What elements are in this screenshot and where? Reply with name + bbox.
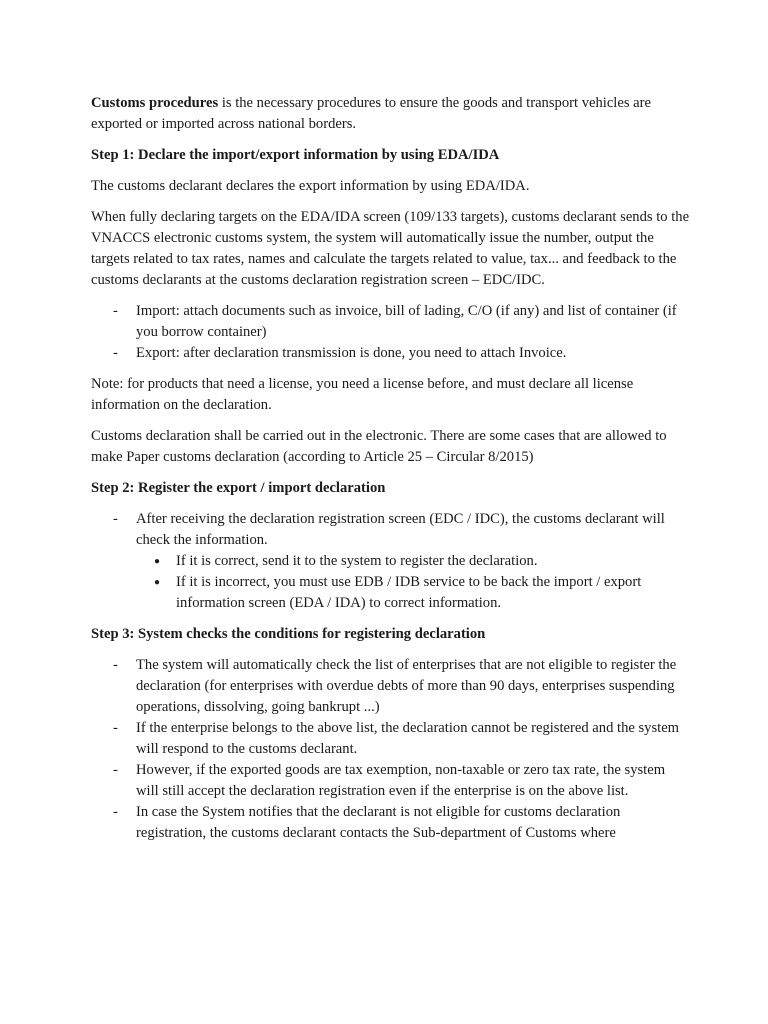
list-item [91, 343, 691, 364]
sub-list-item [136, 572, 691, 614]
list-item-text: Export: after declaration transmission is done, you need to attach Invoice. [136, 345, 567, 361]
intro-paragraph [91, 93, 691, 135]
bullet-dot-icon: ● [154, 556, 161, 567]
list-item [91, 802, 691, 844]
sub-list-item-text: If it is correct, send it to the system to register the declaration. [176, 553, 538, 569]
list-item-text: The system will automatically check the list of enterprises that are not eligible to register the declaration (for enterprises with overdue debts of more than 90 days, enterprises suspending operations, dissolving, going bankrupt ...) [136, 657, 677, 715]
dash-marker: - [113, 804, 118, 820]
step2-list [91, 509, 691, 614]
list-item [91, 509, 691, 614]
step1-list [91, 301, 691, 364]
list-item-text: If the enterprise belongs to the above list, the declaration cannot be registered and the system will respond to the customs declarant. [136, 720, 680, 757]
step1-heading: Step 1: Declare the import/export information by using EDA/IDA [91, 147, 500, 163]
list-item [91, 655, 691, 718]
step2-sublist [136, 551, 691, 614]
dash-marker: - [113, 657, 118, 673]
step1-paragraph-3: Customs declaration shall be carried out in the electronic. There are some cases that are allowed to make Paper customs declaration (according to Article 25 – Circular 8/2015) [91, 428, 667, 465]
step1-note: Note: for products that need a license, you need a license before, and must declare all license information on the declaration. [91, 376, 634, 413]
list-item [91, 760, 691, 802]
dash-marker: - [113, 720, 118, 736]
list-item [91, 718, 691, 760]
sub-list-item [136, 551, 691, 572]
dash-marker: - [113, 762, 118, 778]
list-item-text: Import: attach documents such as invoice, bill of lading, C/O (if any) and list of container (if you borrow container) [136, 303, 677, 340]
step3-heading: Step 3: System checks the conditions for registering declaration [91, 626, 486, 642]
dash-marker: - [113, 303, 118, 319]
bullet-dot-icon: ● [154, 577, 161, 588]
sub-list-item-text: If it is incorrect, you must use EDB / IDB service to be back the import / export information screen (EDA / IDA) to correct information. [176, 574, 642, 611]
intro-term: Customs procedures [91, 95, 219, 111]
document-body [91, 93, 691, 854]
dash-marker: - [113, 345, 118, 361]
list-item-text: However, if the exported goods are tax exemption, non-taxable or zero tax rate, the system will still accept the declaration registration even if the enterprise is on the above list. [136, 762, 666, 799]
list-item-text: In case the System notifies that the declarant is not eligible for customs declaration registration, the customs declarant contacts the Sub-department of Customs where [136, 804, 621, 841]
list-item [91, 301, 691, 343]
step3-list [91, 655, 691, 844]
step1-paragraph-2: When fully declaring targets on the EDA/IDA screen (109/133 targets), customs declarant sends to the VNACCS electronic customs system, the system will automatically issue the number, output the targets related to tax rates, names and calculate the targets related to value, tax... and feedback to the customs declarants at the customs declaration registration screen – EDC/IDC. [91, 209, 690, 288]
step1-paragraph-1: The customs declarant declares the export information by using EDA/IDA. [91, 178, 530, 194]
step2-heading: Step 2: Register the export / import declaration [91, 480, 386, 496]
intro-text: is the necessary procedures to ensure the goods and transport vehicles are exported or imported across national borders. [91, 95, 651, 132]
dash-marker: - [113, 511, 118, 527]
list-item-text: After receiving the declaration registration screen (EDC / IDC), the customs declarant will check the information. [136, 511, 665, 548]
